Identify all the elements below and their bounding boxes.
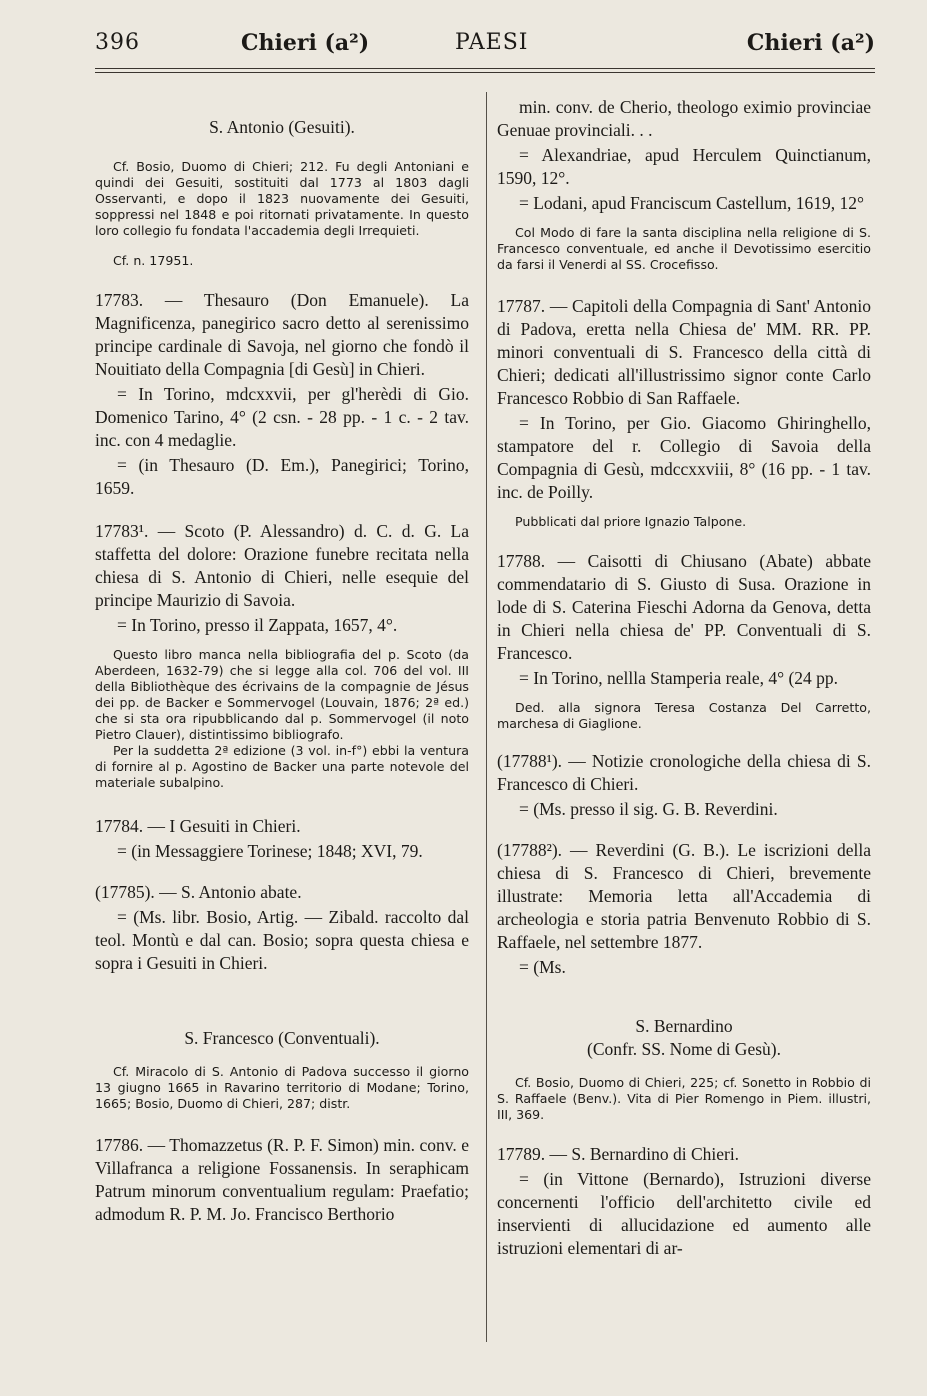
imprint-17783-1b: = In Torino, presso il Zappata, 1657, 4°. bbox=[117, 615, 398, 635]
entry-17787: 17787. — Capitoli della Compagnia di Sant' Antonio di Padova, eretta nella Chiesa de' MM. RR. PP. minori conventuali di S. Francesco della città di Chieri; dedicati all'illustrissimo signor conte Carlo Francesco Robbio di San Raffaele. bbox=[497, 296, 871, 408]
imprint-17785: = (Ms. libr. Bosio, Artig. — Zibald. raccolto dal teol. Montù e dal can. Bosio; sopra questa chiesa e sopra i Gesuiti in Chieri. bbox=[95, 907, 469, 973]
entry-17783-1: 17783¹. — Scoto (P. Alessandro) d. C. d. G. La staffetta del dolore: Orazione funebre recitata nella chiesa di S. Antonio di Chieri, nelle esequie del principe Maurizio di Savoia. bbox=[95, 521, 469, 610]
section-subheading-bernardino: (Confr. SS. Nome di Gesù). bbox=[587, 1039, 781, 1059]
spacer bbox=[95, 975, 469, 1013]
imprint-17784: = (in Messaggiere Torinese; 1848; XVI, 79. bbox=[117, 841, 423, 861]
entry-17788-1: (17788¹). — Notizie cronologiche della chiesa di S. Francesco di Chieri. bbox=[497, 751, 871, 794]
spacer bbox=[497, 979, 871, 1001]
section-heading-francesco: S. Francesco (Conventuali). bbox=[184, 1028, 380, 1048]
note-antonio: Cf. Bosio, Duomo di Chieri; 212. Fu degli Antoniani e quindi dei Gesuiti, sostituiti dal 1773 al 1803 dagli Osservanti, e dopo il 1823 nuovamente dei Gesuiti, soppressi nel 1848 e poi ritornati privatamente. In questo loro collegio fu fondata l'accademia degli Irrequieti. bbox=[95, 159, 469, 238]
column-divider bbox=[486, 92, 487, 1342]
imprint-17783-1: = In Torino, mdcxxvii, per gl'herèdi di Gio. Domenico Tarino, 4° (2 csn. - 28 pp. - 1 c. - 2 tav. inc. con 4 medaglie. bbox=[95, 384, 469, 450]
section-heading-bernardino: S. Bernardino bbox=[635, 1016, 733, 1036]
imprint-17786-a: = Alexandriae, apud Herculem Quinctianum, 1590, 12°. bbox=[497, 145, 871, 188]
note-carretto: Ded. alla signora Teresa Costanza Del Carretto, marchesa di Giaglione. bbox=[497, 700, 871, 731]
right-column bbox=[497, 96, 871, 1260]
note-bernardino: Cf. Bosio, Duomo di Chieri, 225; cf. Sonetto in Robbio di S. Raffaele (Benv.). Vita di Pier Romengo in Piem. illustri, III, 369. bbox=[497, 1075, 871, 1122]
page-number: 396 bbox=[95, 30, 140, 55]
imprint-17787: = In Torino, per Gio. Giacomo Ghiringhello, stampatore del r. Collegio di Savoia della Compagnia di Gesù, mdccxxviii, 8° (16 pp. - 1 tav. inc. de Poilly. bbox=[497, 413, 871, 502]
note-scoto-1: Questo libro manca nella bibliografia del p. Scoto (da Aberdeen, 1632-79) che si legge alla col. 706 del vol. III della Bibliothèque des écrivains de la compagnie de Jésus dei pp. de Backer e Sommervogel (Louvain, 1876; 2ª ed.) che si sta ora ripubblicando dal p. Sommervogel (il noto Pietro Clauer), distintissimo bibliografo. bbox=[95, 647, 469, 742]
entry-17786: 17786. — Thomazzetus (R. P. F. Simon) min. conv. e Villafranca a religione Fossanensis. In seraphicam Patrum minorum conventualium regulam: Praefatio; admodum R. P. M. Jo. Francisco Berthorio bbox=[95, 1135, 469, 1224]
header-right-title: Chieri (a²) bbox=[746, 30, 875, 56]
note-francesco: Cf. Miracolo di S. Antonio di Padova successo il giorno 13 giugno 1665 in Ravarino territorio di Modane; Torino, 1665; Bosio, Duomo di Chieri, 287; distr. bbox=[95, 1064, 469, 1111]
header-rule-top bbox=[95, 68, 875, 69]
header-rule-bottom bbox=[95, 72, 875, 73]
note-scoto-2: Per la suddetta 2ª edizione (3 vol. in-f°) ebbi la ventura di fornire al p. Agostino de Backer una parte notevole del materiale subalpino. bbox=[95, 743, 469, 790]
left-column bbox=[95, 96, 469, 1226]
imprint-17786-b: = Lodani, apud Franciscum Castellum, 1619, 12° bbox=[519, 193, 864, 213]
note-talpone: Pubblicati dal priore Ignazio Talpone. bbox=[515, 514, 747, 529]
entry-17789: 17789. — S. Bernardino di Chieri. bbox=[497, 1144, 740, 1164]
running-header bbox=[95, 30, 875, 64]
imprint-17789: = (in Vittone (Bernardo), Istruzioni diverse concernenti l'officio dell'architetto civile ed inservienti di allucidazione ed aumento alle istruzioni elementari di ar- bbox=[497, 1169, 871, 1258]
entry-17784: 17784. — I Gesuiti in Chieri. bbox=[95, 816, 301, 836]
imprint-17788-2: = (Ms. bbox=[519, 957, 566, 977]
entry-17785: (17785). — S. Antonio abate. bbox=[95, 882, 302, 902]
entry-17788: 17788. — Caisotti di Chiusano (Abate) abbate commendatario di S. Giusto di Susa. Orazione in lode di S. Caterina Fieschi Adorna da Genova, detta in Chieri nella chiesa de' PP. Conventuali di S. Francesco. bbox=[497, 551, 871, 663]
header-left-title: Chieri (a²) bbox=[241, 30, 370, 56]
entry-17783: 17783. — Thesauro (Don Emanuele). La Magnificenza, panegirico sacro detto al serenissimo principe cardinale di Savoja, nel giorno che fondò il Nouitiato della Compagnia [di Gesù] in Chieri. bbox=[95, 290, 469, 379]
imprint-17788-1: = (Ms. presso il sig. G. B. Reverdini. bbox=[519, 799, 778, 819]
note-modo: Col Modo di fare la santa disciplina nella religione di S. Francesco conventuale, ed anche il Devotissimo esercitio da farsi il Venerdi al SS. Crocefisso. bbox=[497, 225, 871, 272]
section-heading-antonio: S. Antonio (Gesuiti). bbox=[209, 117, 355, 137]
entry-17788-2: (17788²). — Reverdini (G. B.). Le iscrizioni della chiesa di S. Francesco di Chieri, brevemente illustrate: Memoria letta all'Accademia di archeologia e storia patria Benvenuto Robbio di S. Raffaele, nel settembre 1877. bbox=[497, 840, 871, 952]
imprint-17783-2: = (in Thesauro (D. Em.), Panegirici; Torino, 1659. bbox=[95, 455, 469, 498]
continuation-17786: min. conv. de Cherio, theologo eximio provinciae Genuae provinciali. . . bbox=[497, 97, 871, 140]
header-section-title: PAESI bbox=[455, 30, 529, 55]
note-cross-reference: Cf. n. 17951. bbox=[113, 253, 194, 268]
imprint-17788: = In Torino, nellla Stamperia reale, 4° (24 pp. bbox=[519, 668, 839, 688]
